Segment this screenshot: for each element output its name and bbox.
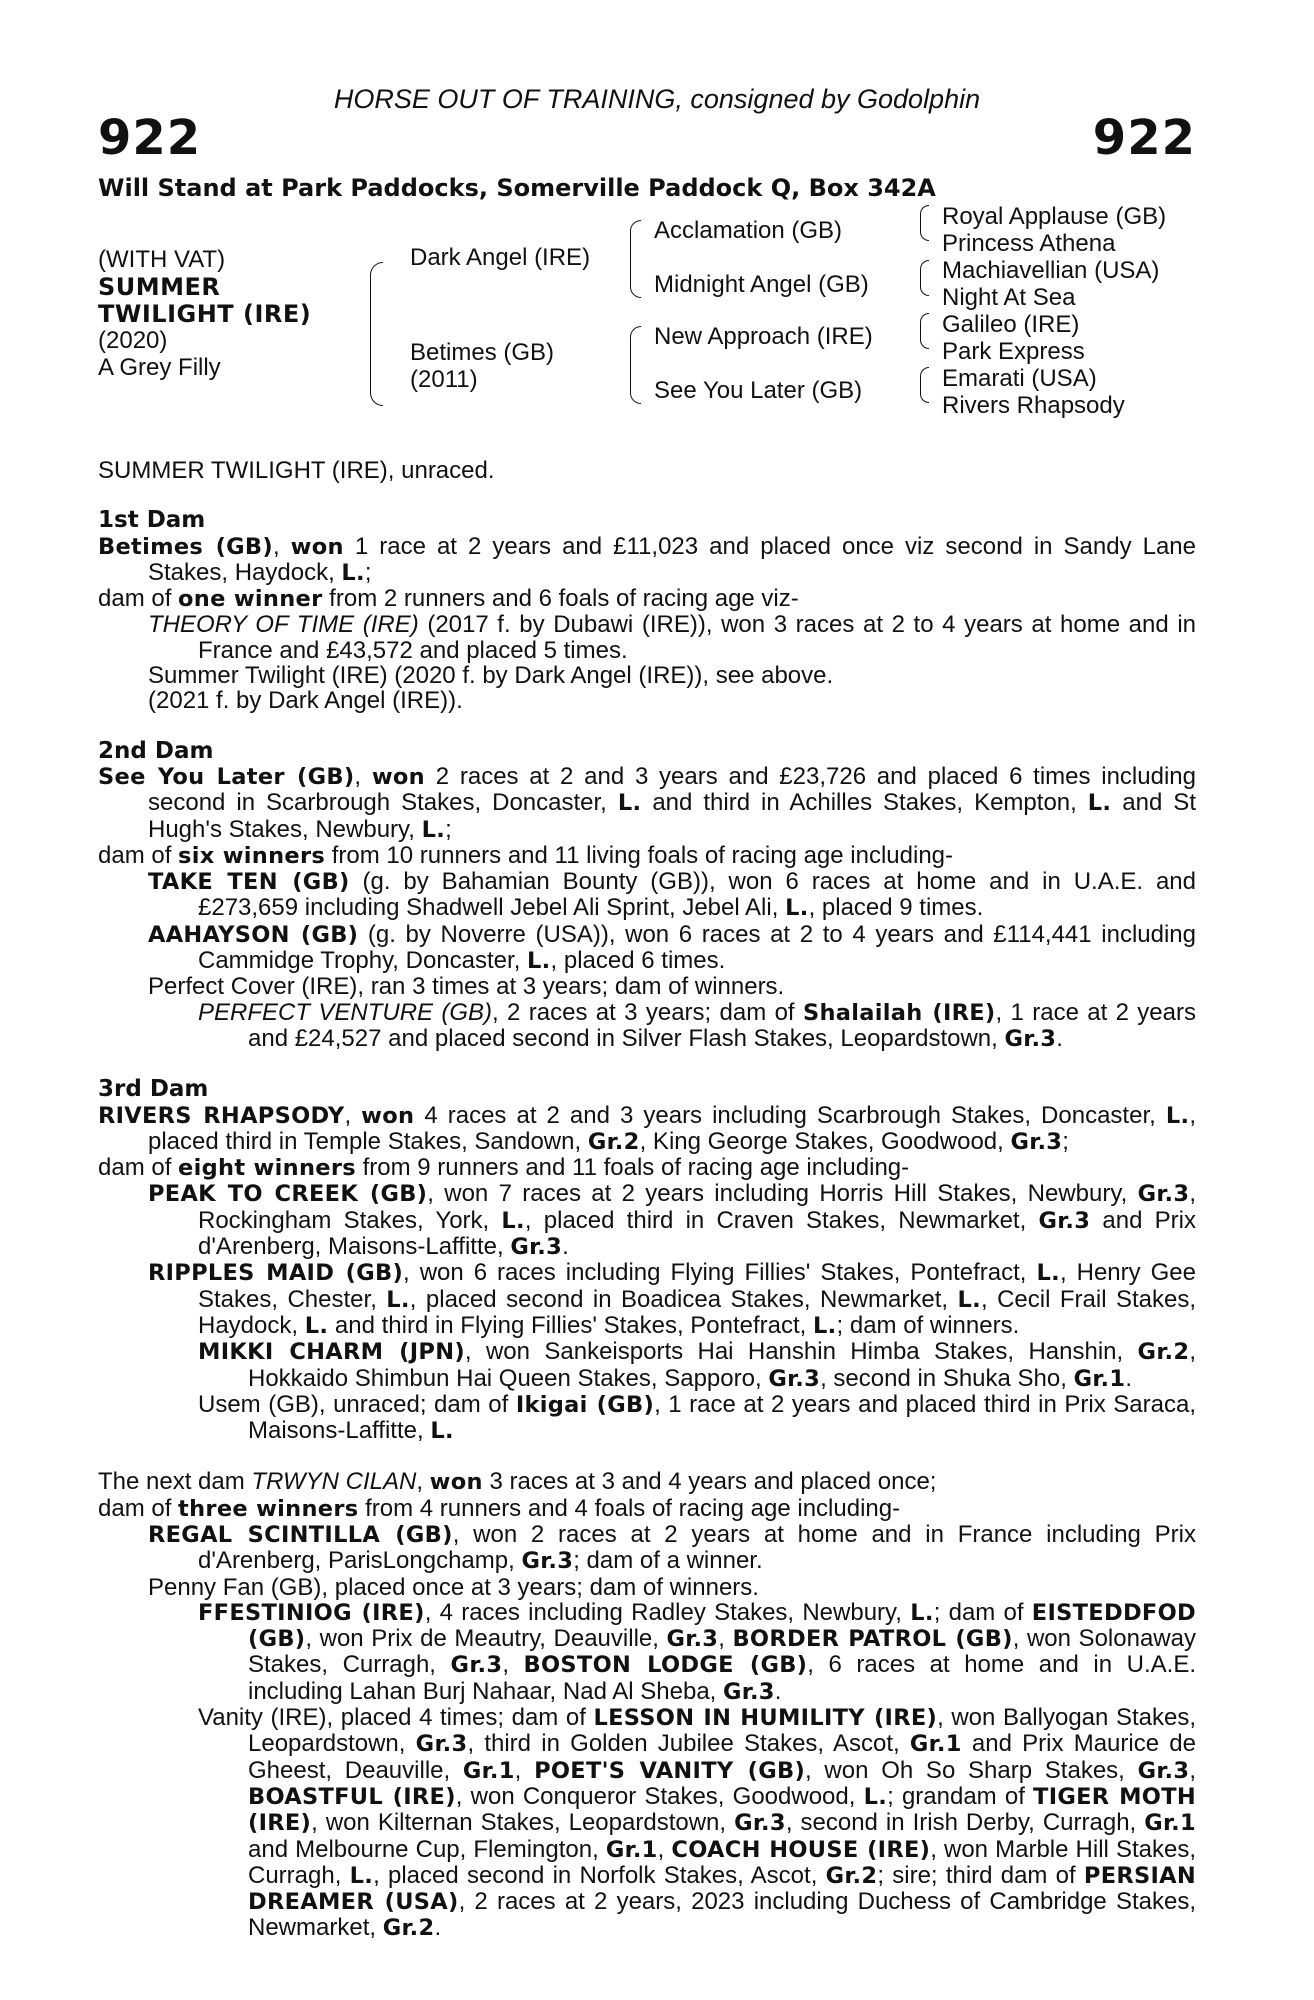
lot-number-right: 922 bbox=[1092, 110, 1196, 166]
dam3-produce-2-foal-1: MIKKI CHARM (JPN), won Sankeisports Hai Hanshin Himba Stakes, Hanshin, Gr.2, Hokkaido Shimbun Hai Queen Stakes, Sapporo, Gr.3, second in Shuka Sho, Gr.1. bbox=[198, 1338, 1196, 1392]
stabling-line: Will Stand at Park Paddocks, Somerville Paddock Q, Box 342A bbox=[98, 174, 936, 202]
horse-name-line1: SUMMER bbox=[98, 273, 221, 301]
granddam-line-4: Night At Sea bbox=[942, 284, 1076, 311]
consignment-line: HORSE OUT OF TRAINING, consigned by Godolphin bbox=[333, 84, 981, 114]
catalogue-body bbox=[98, 458, 1196, 1942]
dam1-record: Betimes (GB), won 1 race at 2 years and £11,023 and placed once viz second in Sandy Lane Stakes, Haydock, L.; bbox=[98, 532, 1196, 586]
next-dam-record: The next dam TRWYN CILAN, won 3 races at 3 and 4 years and placed once; bbox=[98, 1468, 937, 1496]
dam3-produce-2-foal-2: Usem (GB), unraced; dam of Ikigai (GB), 1 race at 2 years and placed third in Prix Saraca, Maisons-Laffitte, L. bbox=[198, 1390, 1196, 1445]
dam1-produce-summary: dam of one winner from 2 runners and 6 foals of racing age viz- bbox=[98, 585, 799, 613]
next-dam-produce-2-foal-2: Vanity (IRE), placed 4 times; dam of LESSON IN HUMILITY (IRE), won Ballyogan Stakes, Leopardstown, Gr.3, third in Golden Jubilee Stakes, Ascot, Gr.1 and Prix Maurice de Gheest, Deauville, Gr.1, POET'S VANITY (GB), won Oh So Sharp Stakes, Gr.3, BOASTFUL (IRE), won Conqueror Stakes, Goodwood, L.; grandam of TIGER MOTH (IRE), won Kilternan Stakes, Leopardstown, Gr.3, second in Irish Derby, Curragh, Gr.1 and Melbourne Cup, Flemington, Gr.1, COACH HOUSE (IRE), won Marble Hill Stakes, Curragh, L., placed second in Norfolk Stakes, Ascot, Gr.2; sire; third dam of PERSIAN DREAMER (USA), 2 races at 2 years, 2023 including Duchess of Cambridge Stakes, Newmarket, Gr.2. bbox=[198, 1704, 1197, 1942]
pedigree-bracket-g3 bbox=[920, 313, 929, 349]
granddam-line-6: Park Express bbox=[942, 338, 1085, 365]
dam3-produce-summary: dam of eight winners from 9 runners and 11 foals of racing age including- bbox=[98, 1154, 910, 1182]
granddam-line-3: Machiavellian (USA) bbox=[942, 257, 1160, 284]
sire-dam: Midnight Angel (GB) bbox=[654, 271, 869, 298]
pedigree-bracket-main bbox=[370, 262, 383, 406]
horse-description: A Grey Filly bbox=[98, 354, 221, 381]
dam1-produce-1: THEORY OF TIME (IRE) (2017 f. by Dubawi (IRE)), won 3 races at 2 to 4 years at home and in France and £43,572 and placed 5 times. bbox=[148, 611, 1196, 664]
dam2-produce-3: Perfect Cover (IRE), ran 3 times at 3 years; dam of winners. bbox=[148, 973, 785, 1001]
pedigree-bracket-g4 bbox=[920, 367, 929, 403]
dam2-heading: 2nd Dam bbox=[98, 737, 214, 764]
dam1-produce-3: (2021 f. by Dark Angel (IRE)). bbox=[148, 687, 463, 715]
next-dam-produce-2-foal-1: FFESTINIOG (IRE), 4 races including Radley Stakes, Newbury, L.; dam of EISTEDDFOD (GB), won Prix de Meautry, Deauville, Gr.3, BORDER PATROL (GB), won Solonaway Stakes, Curragh, Gr.3, BOSTON LODGE (GB), 6 races at home and in U.A.E. including Lahan Burj Nahaar, Nad Al Sheba, Gr.3. bbox=[198, 1598, 1196, 1705]
dam2-produce-summary: dam of six winners from 10 runners and 11 living foals of racing age including- bbox=[98, 841, 954, 869]
pedigree-bracket-g1 bbox=[920, 205, 929, 241]
granddam-line-8: Rivers Rhapsody bbox=[942, 392, 1125, 419]
dam3-record: RIVERS RHAPSODY, won 4 races at 2 and 3 years including Scarbrough Stakes, Doncaster, L., placed third in Temple Stakes, Sandown, Gr.2, King George Stakes, Goodwood, Gr.3; bbox=[98, 1101, 1196, 1155]
pedigree-bracket-dam bbox=[630, 326, 641, 404]
horse-year: (2020) bbox=[98, 327, 168, 354]
granddam-line-5: Galileo (IRE) bbox=[942, 311, 1080, 338]
granddam-line-7: Emarati (USA) bbox=[942, 365, 1097, 392]
horse-name-line2: TWILIGHT (IRE) bbox=[98, 300, 312, 328]
sire-sire: Acclamation (GB) bbox=[654, 217, 843, 244]
granddam-line-1: Royal Applause (GB) bbox=[942, 203, 1167, 230]
next-dam-produce-summary: dam of three winners from 4 runners and 4 foals of racing age including- bbox=[98, 1494, 901, 1522]
dam2-produce-3-foal: PERFECT VENTURE (GB), 2 races at 3 years; dam of Shalailah (IRE), 1 race at 2 years and £24,527 and placed second in Silver Flash Stakes, Leopardstown, Gr.3. bbox=[198, 998, 1196, 1052]
unraced-line: SUMMER TWILIGHT (IRE), unraced. bbox=[98, 457, 495, 484]
vat-note: (WITH VAT) bbox=[98, 246, 226, 273]
sire: Dark Angel (IRE) bbox=[410, 244, 591, 271]
pedigree-bracket-sire bbox=[630, 220, 641, 298]
granddam-line-2: Princess Athena bbox=[942, 230, 1116, 257]
dam2-record: See You Later (GB), won 2 races at 2 and 3 years and £23,726 and placed 6 times including second in Scarbrough Stakes, Doncaster, L. and third in Achilles Stakes, Kempton, L. and St Hugh's Stakes, Newbury, L.; bbox=[98, 762, 1196, 843]
next-dam-produce-2: Penny Fan (GB), placed once at 3 years; dam of winners. bbox=[148, 1573, 759, 1601]
dam2-produce-2: AAHAYSON (GB) (g. by Noverre (USA)), won 6 races at 2 to 4 years and £114,441 including Cammidge Trophy, Doncaster, L., placed 6 times. bbox=[148, 920, 1196, 975]
dam1-produce-2: Summer Twilight (IRE) (2020 f. by Dark Angel (IRE)), see above. bbox=[148, 662, 834, 690]
pedigree-bracket-g2 bbox=[920, 260, 929, 296]
lot-number-left: 922 bbox=[98, 110, 202, 166]
next-dam-produce-1: REGAL SCINTILLA (GB), won 2 races at 2 years at home and in France including Prix d'Arenberg, ParisLongchamp, Gr.3; dam of a winner. bbox=[148, 1520, 1197, 1575]
dam-dam: See You Later (GB) bbox=[654, 377, 863, 404]
dam2-produce-1: TAKE TEN (GB) (g. by Bahamian Bounty (GB)), won 6 races at home and in U.A.E. and £273,659 including Shadwell Jebel Ali Sprint, Jebel Ali, L., placed 9 times. bbox=[148, 868, 1197, 922]
dam-sire: New Approach (IRE) bbox=[654, 323, 873, 350]
dam-year: (2011) bbox=[410, 366, 478, 393]
dam3-heading: 3rd Dam bbox=[98, 1076, 209, 1103]
dam1-heading: 1st Dam bbox=[98, 507, 206, 534]
dam3-produce-2: RIPPLES MAID (GB), won 6 races including Flying Fillies' Stakes, Pontefract, L., Henry Gee Stakes, Chester, L., placed second in Boadicea Stakes, Newmarket, L., Cecil Frail Stakes, Haydock, L. and third in Flying Fillies' Stakes, Pontefract, L.; dam of winners. bbox=[148, 1259, 1196, 1339]
dam3-produce-1: PEAK TO CREEK (GB), won 7 races at 2 years including Horris Hill Stakes, Newbury, Gr.3, Rockingham Stakes, York, L., placed third in Craven Stakes, Newmarket, Gr.3 and Prix d'Arenberg, Maisons-Laffitte, Gr.3. bbox=[148, 1180, 1197, 1261]
dam: Betimes (GB) bbox=[410, 339, 555, 366]
